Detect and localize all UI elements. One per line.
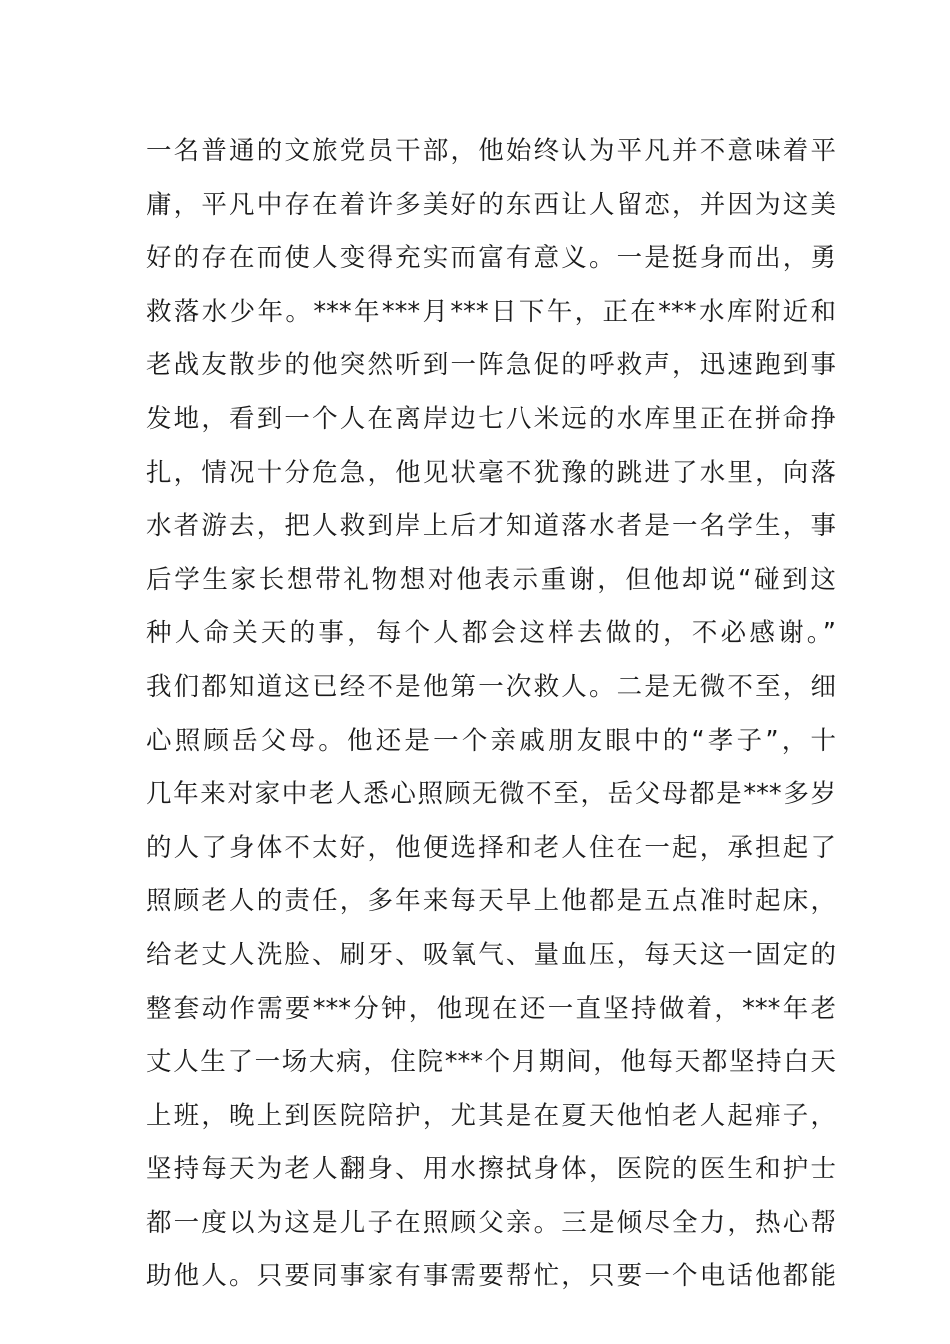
text-line-16: 给老丈人洗脸、刷牙、吸氧气、量血压，每天这一固定的: [146, 939, 836, 970]
text-line-10: 种人命关天的事，每个人都会这样去做的，不必感谢。”: [146, 618, 836, 649]
text-line-15: 照顾老人的责任，多年来每天早上他都是五点准时起床，: [146, 886, 836, 917]
text-line-8: 水者游去，把人救到岸上后才知道落水者是一名学生，事: [146, 511, 836, 542]
text-line-5: 老战友散步的他突然听到一阵急促的呼救声，迅速跑到事: [146, 350, 836, 381]
text-line-17: 整套动作需要***分钟，他现在还一直坚持做着，***年老: [146, 993, 836, 1024]
text-line-19: 上班，晚上到医院陪护，尤其是在夏天他怕老人起痱子，: [146, 1100, 836, 1131]
text-line-6: 发地，看到一个人在离岸边七八米远的水库里正在拼命挣: [146, 403, 836, 434]
text-line-22: 助他人。只要同事家有事需要帮忙，只要一个电话他都能: [146, 1261, 836, 1292]
text-line-14: 的人了身体不太好，他便选择和老人住在一起，承担起了: [146, 832, 836, 863]
text-line-1: 一名普通的文旅党员干部，他始终认为平凡并不意味着平: [146, 136, 836, 166]
text-line-11: 我们都知道这已经不是他第一次救人。二是无微不至，细: [146, 671, 836, 702]
text-line-4: 救落水少年。***年***月***日下午，正在***水库附近和: [146, 296, 836, 327]
text-line-21: 都一度以为这是儿子在照顾父亲。三是倾尽全力，热心帮: [146, 1207, 836, 1238]
body-paragraph: [146, 125, 836, 1304]
text-line-3: 好的存在而使人变得充实而富有意义。一是挺身而出，勇: [146, 243, 836, 274]
text-line-20: 坚持每天为老人翻身、用水擦拭身体，医院的医生和护士: [146, 1154, 836, 1185]
text-line-18: 丈人生了一场大病，住院***个月期间，他每天都坚持白天: [146, 1047, 836, 1078]
text-line-13: 几年来对家中老人悉心照顾无微不至，岳父母都是***多岁: [146, 779, 836, 810]
text-line-7: 扎，情况十分危急，他见状毫不犹豫的跳进了水里，向落: [146, 457, 836, 488]
text-line-9: 后学生家长想带礼物想对他表示重谢，但他却说“碰到这: [146, 564, 836, 595]
text-line-12: 心照顾岳父母。他还是一个亲戚朋友眼中的“孝子”，十: [146, 725, 836, 756]
text-line-2: 庸，平凡中存在着许多美好的东西让人留恋，并因为这美: [146, 189, 836, 220]
